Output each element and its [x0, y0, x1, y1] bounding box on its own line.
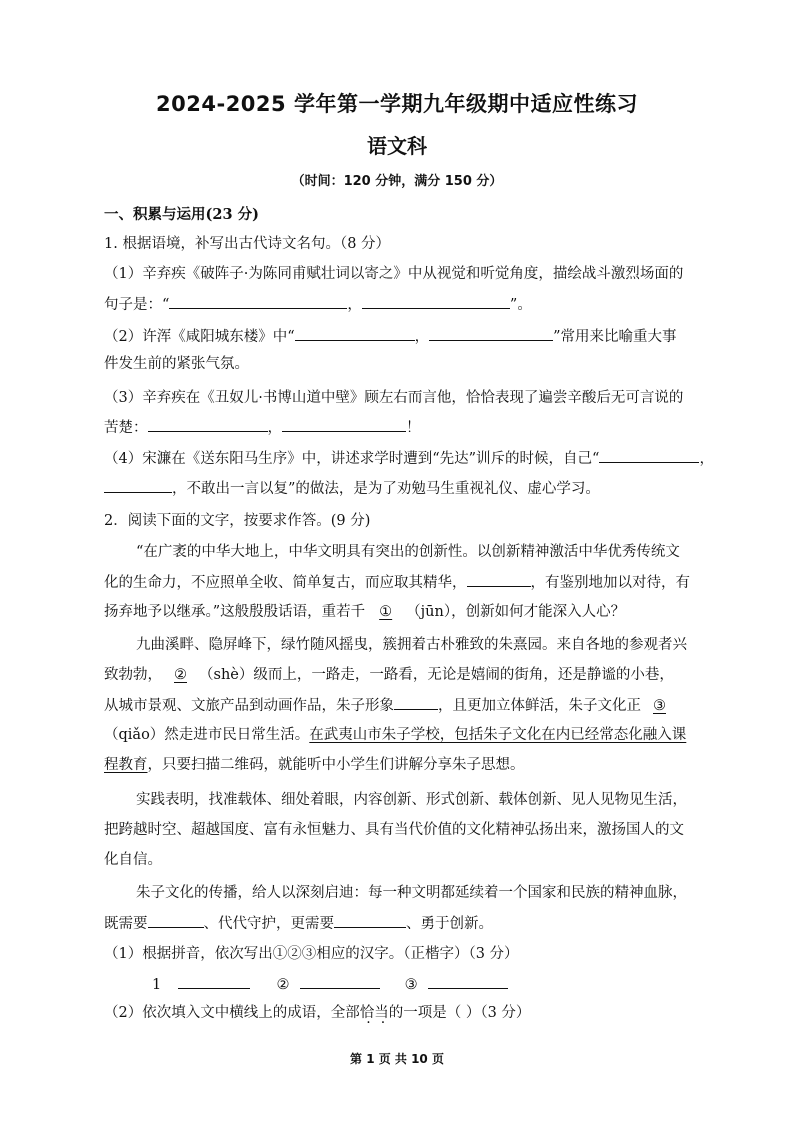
text: ”。	[509, 297, 532, 313]
answer-blank[interactable]	[334, 912, 406, 928]
answer-blank-2[interactable]	[300, 973, 380, 989]
answer-blank[interactable]	[148, 416, 268, 432]
text: ，	[414, 329, 430, 345]
answer-blank[interactable]	[467, 571, 531, 587]
answer-blank[interactable]	[295, 325, 415, 341]
answer-blank[interactable]	[169, 293, 347, 309]
q2-para2-line5	[104, 754, 734, 776]
q1-stem: 1. 根据语境，补写出古代诗文名句。（8 分）	[104, 236, 391, 252]
text: ，且更加立体鲜活，朱子文化正	[438, 698, 641, 714]
q2-para3-line3: 化自信。	[104, 852, 162, 868]
text: （2）依次填入文中横线上的成语，全部	[104, 1005, 360, 1021]
blank-mark-1[interactable]: ①	[379, 604, 393, 620]
text: ，有鉴别地加以对待，有	[530, 575, 690, 591]
q2-para4-line1: 朱子文化的传播，给人以深刻启迪：每一种文明都延续着一个国家和民族的精神血脉，	[136, 885, 687, 901]
q2-para3-line2: 把跨越时空、超越国度、富有永恒魅力、具有当代价值的文化精神弘扬出来，激扬国人的文	[104, 822, 684, 838]
text: ，	[267, 420, 282, 436]
text: 致勃勃，	[104, 667, 162, 683]
answer-blank[interactable]	[104, 477, 172, 493]
subject-title: 语文科	[367, 134, 427, 158]
underlined-sentence: 在武夷山市朱子学校，包括朱子文化在内已经常态化融入课	[309, 727, 687, 743]
q2-sub1: （1）根据拼音，依次写出①②③相应的汉字。（正楷字）（3 分）	[104, 946, 519, 962]
q1-part4-line2	[104, 477, 734, 500]
text: ”常用来比喻重大事	[553, 329, 677, 345]
text: 、代代守护，更需要	[203, 916, 334, 932]
text: 的一项是（ ）（3 分）	[388, 1005, 531, 1021]
exam-title: 2024-2025 学年第一学期九年级期中适应性练习	[156, 92, 638, 116]
answer-blank[interactable]	[148, 912, 204, 928]
text: （qiǎo）然走进市民日常生活。	[104, 727, 310, 743]
section-heading: 一、积累与运用(23 分)	[104, 206, 259, 223]
text: 、勇于创新。	[406, 916, 493, 932]
q1-part1-line1	[104, 263, 734, 285]
q1-part2-line2: 件发生前的紧张气氛。	[104, 356, 249, 372]
text: ，不敢出一言以复”的做法，是为了劝勉马生重视礼仪、虚心学习。	[172, 481, 600, 497]
text: （shè）级而上，一路走，一路看，无论是嬉闹的街角，还是静谧的小巷，	[199, 667, 674, 683]
answer-label-3: ③	[404, 977, 418, 993]
q1-part2-line1	[104, 325, 734, 348]
q1-part3-line2	[104, 416, 734, 439]
text: 苦楚：	[104, 420, 148, 436]
time-note: （时间：120 分钟，满分 150 分）	[291, 174, 503, 189]
answer-blank[interactable]	[362, 293, 510, 309]
q2-para2-line2	[104, 664, 734, 686]
underlined-sentence: 程教育	[104, 757, 148, 773]
q2-para1-line1: “在广袤的中华大地上，中华文明具有突出的创新性。以创新精神激活中华优秀传统文	[136, 544, 680, 560]
q2-para2-line3	[104, 694, 734, 717]
q2-sub2	[104, 1002, 734, 1024]
q2-para3-line1: 实践表明，找准载体、细处着眼，内容创新、形式创新、载体创新、见人见物见生活，	[136, 792, 687, 808]
answer-blank[interactable]	[282, 416, 406, 432]
emphasis-char: 当	[374, 1005, 389, 1021]
q1-part1-line2	[104, 293, 734, 316]
text: 化的生命力，不应照单全收、简单复古，而应取其精华，	[104, 575, 467, 591]
q1-part1-text: （1）辛弃疾《破阵子·为陈同甫赋壮词以寄之》中从视觉和听觉角度，描绘战斗激烈场面的	[104, 266, 684, 282]
text: ，只要扫描二维码，就能听中小学生们讲解分享朱子思想。	[147, 757, 525, 773]
q2-para1-line2	[104, 571, 734, 594]
answer-label-1: 1	[152, 977, 162, 993]
q2-para4-line2	[104, 912, 734, 935]
page-number: 第 1 页 共 10 页	[350, 1052, 444, 1066]
text: （4）宋濂在《送东阳马生序》中，讲述求学时遭到“先达”训斥的时候，自己“	[104, 451, 600, 467]
answer-blank-1[interactable]	[178, 973, 250, 989]
text: ！	[406, 420, 421, 436]
text: ，	[347, 297, 362, 313]
q2-para2-line1: 九曲溪畔、隐屏峰下，绿竹随风摇曳，簇拥着古朴雅致的朱熹园。来自各地的参观者兴	[136, 637, 687, 653]
q2-para1-line3	[104, 601, 734, 623]
answer-blank-3[interactable]	[428, 973, 508, 989]
answer-blank[interactable]	[429, 325, 553, 341]
answer-blank[interactable]	[394, 694, 438, 710]
text: 从城市景观、文旅产品到动画作品，朱子形象	[104, 698, 394, 714]
q2-para2-line4	[104, 724, 734, 746]
blank-mark-2[interactable]: ②	[174, 667, 187, 683]
q2-sub1-answers	[152, 973, 782, 996]
text: ，	[699, 451, 714, 467]
emphasis-char: 恰	[359, 1005, 375, 1021]
answer-blank[interactable]	[599, 447, 699, 463]
text: 扬弃地予以继承。”这般殷殷话语，重若千	[104, 604, 366, 620]
text: （jūn），创新如何才能深入人心？	[406, 604, 626, 620]
q1-part4-line1	[104, 447, 734, 470]
answer-label-2: ②	[276, 977, 290, 993]
text: 句子是：“	[104, 297, 170, 313]
q1-part3-line1: （3）辛弃疾在《丑奴儿·书博山道中壁》顾左右而言他，恰恰表现了遍尝辛酸后无可言说的	[104, 390, 684, 406]
blank-mark-3[interactable]: ③	[653, 698, 666, 714]
text: （2）许浑《咸阳城东楼》中“	[104, 329, 295, 345]
text: 既需要	[104, 916, 148, 932]
q2-stem: 2．阅读下面的文字，按要求作答。(9 分)	[104, 513, 371, 529]
